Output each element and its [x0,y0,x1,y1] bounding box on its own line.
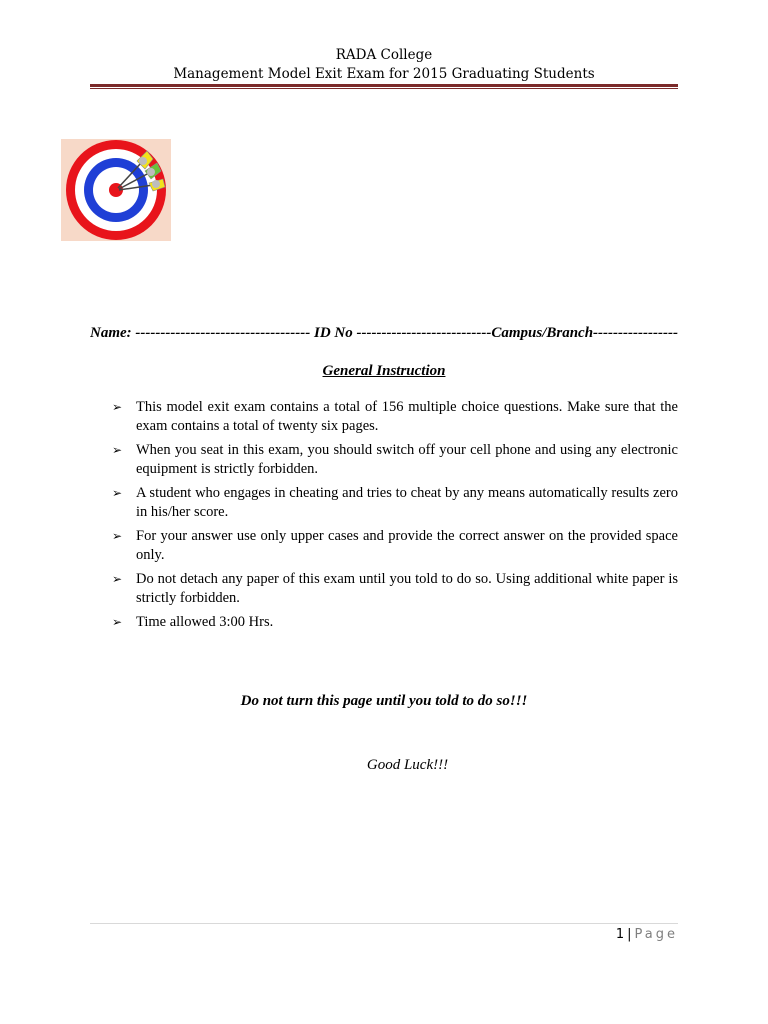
instruction-text: This model exit exam contains a total of 156 multiple choice questions. Make sure that the exam contains a total of twenty six pages. [136,399,678,434]
exam-title: Management Model Exit Exam for 2015 Graduating Students [173,66,595,82]
dartboard-target-icon [61,139,171,241]
arrowhead-bullet-icon: ➢ [112,443,123,457]
list-item [112,613,678,632]
list-item [112,570,678,607]
page-header [90,46,678,84]
footer-divider [90,923,678,924]
arrowhead-bullet-icon: ➢ [112,400,123,414]
instructions-list [112,398,678,638]
arrowhead-bullet-icon: ➢ [112,572,123,586]
student-info-line: Name: ----------------------------------- ID No ---------------------------Campus/Branch----------------- [90,325,678,341]
arrowhead-bullet-icon: ➢ [112,615,123,629]
header-divider [90,84,678,89]
page-label: Page [634,927,678,942]
arrowhead-bullet-icon: ➢ [112,486,123,500]
instructions-title: General Instruction [322,363,446,379]
college-name: RADA College [335,47,433,63]
instruction-text: For your answer use only upper cases and provide the correct answer on the provided space only. [136,528,678,563]
instruction-text: When you seat in this exam, you should switch off your cell phone and using any electronic equipment is strictly forbidden. [136,442,678,477]
page-footer [616,926,678,944]
list-item [112,441,678,478]
list-item [112,484,678,521]
instruction-text: Time allowed 3:00 Hrs. [136,614,274,630]
arrowhead-bullet-icon: ➢ [112,529,123,543]
warning-text: Do not turn this page until you told to do so!!! [240,693,528,709]
closing-text: Good Luck!!! [366,757,449,773]
page-number: 1 [615,927,625,942]
footer-separator: | [627,927,632,942]
instruction-text: A student who engages in cheating and tries to cheat by any means automatically results zero in his/her score. [136,485,678,520]
list-item [112,398,678,435]
instruction-text: Do not detach any paper of this exam until you told to do so. Using additional white paper is strictly forbidden. [136,571,678,606]
list-item [112,527,678,564]
